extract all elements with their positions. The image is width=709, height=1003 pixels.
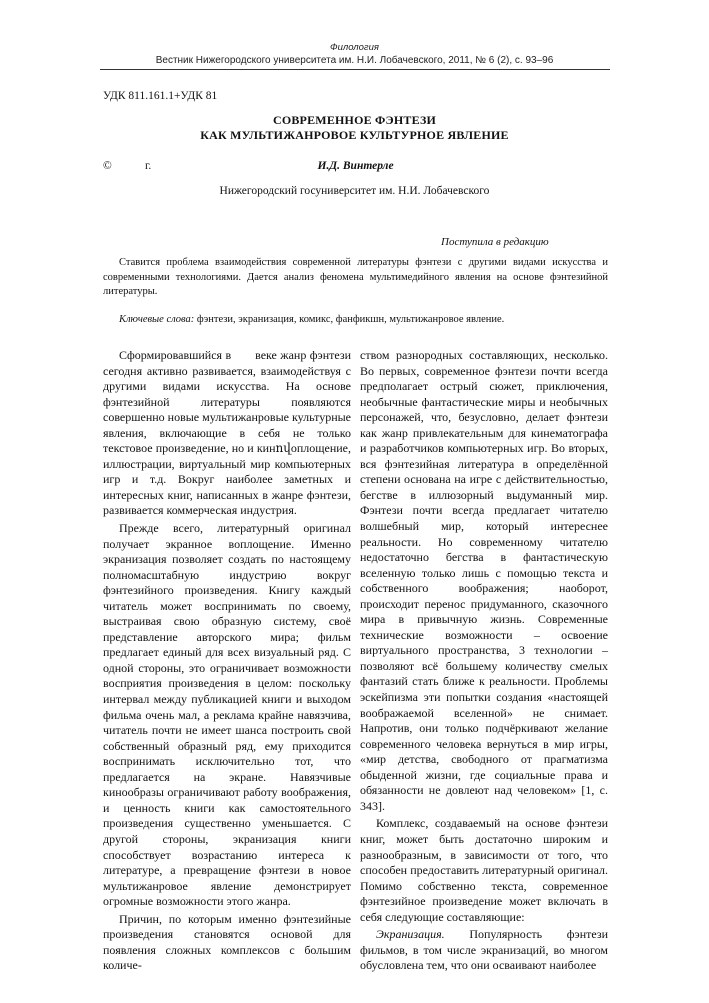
body-column-right — [360, 348, 608, 976]
affiliation: Нижегородский госуниверситет им. Н.И. Лобачевского — [219, 185, 490, 197]
abstract-text: Ставится проблема взаимодействия современной литературы фэнтези с другими видами искусства и современными технологиями. Дается анализ феномена мультимедийного явления на основе фэнтезийной литературы. — [103, 257, 608, 297]
subsection-term: Экранизация. — [376, 927, 445, 942]
paragraph: Прежде всего, литературный оригинал получает экранное воплощение. Именно экранизация позволяет создать по настоящему полномасштабную индустрию вокруг фэнтезийного произведения. Книгу каждый читатель может воспринимать по своему, выстраивая свою образную систему, своё представление авторского мира; фильм предлагает единый для всех визуальный ряд. С одной стороны, это ограничивает возможности восприятия произведения в целом: поскольку интервал между публикацией книги и выходом фильма очень мал, а реклама крайне навязчива, читатель почти не имеет шанса построить свой собственный образный ряд, ему приходится воспринимать исключительно тот, что предлагается на экране. Навязчивые кинообразы ограничивают работу воображения, и ценность книги как самостоятельного произведения существенно уменьшается. С другой стороны, экранизация книги способствует возрастанию интереса к литературе, а превращение фэнтези в новое мультижанровое явление демонстрирует огромные возможности этого жанра. — [103, 521, 351, 909]
keywords — [103, 313, 608, 328]
copyright-year: г. — [145, 160, 152, 172]
udk-code: УДК 811.161.1+УДК 81 — [103, 90, 218, 102]
keywords-text: фэнтези, экранизация, комикс, фанфикшн, мультижанровое явление. — [194, 313, 505, 325]
header-divider — [100, 69, 610, 70]
journal-citation: Вестник Нижегородского университета им. Н.И. Лобачевского, 2011, № 6 (2), с. 93–96 — [155, 55, 554, 66]
paragraph: Причин, по которым именно фэнтезийные произведения становятся основой для появления сложных комплексов с большим количе- — [103, 911, 351, 973]
copyright-symbol: © — [103, 160, 112, 172]
title-line-1: СОВРЕМЕННОЕ ФЭНТЕЗИ — [272, 113, 437, 127]
title-line-2: КАК МУЛЬТИЖАНРОВОЕ КУЛЬТУРНОЕ ЯВЛЕНИЕ — [200, 128, 509, 142]
body-column-left — [103, 348, 351, 976]
author-name: И.Д. Винтерле — [317, 160, 394, 172]
paragraph — [360, 927, 608, 974]
paragraph: Комплекс, создаваемый на основе фэнтези книг, может быть достаточно широким и разнообразным, в зависимости от того, что способен предоставить литературный оригинал. Помимо собственно текста, современное фэнтезийное произведение может включать в себя следующие составляющие: — [360, 816, 608, 924]
article-title — [0, 113, 709, 143]
abstract — [103, 256, 608, 327]
section-name: Филология — [330, 42, 379, 53]
paragraph-text: Популярность фэнтези фильмов, в том числе экранизаций, во многом обусловлена тем, что они осваивают наиболее — [360, 927, 608, 973]
paragraph-continued: ством разнородных составляющих, несколько. Во первых, современное фэнтези почти всегда предполагает острый сюжет, приключения, необычные фантастические миры и необычных персонажей, что, безусловно, делает фэнтези как жанр привлекательным для кинематографа и разработчиков компьютерных игр. Во вторых, вся фэнтезийная литература в определённой степени основана на игре с действительностью, бегстве в иллюзорный выдуманный мир. Фэнтези почти всегда предлагает читателю волшебный мир, который интереснее реальности. Но современному читателю недостаточно бегства в фантастическую вселенную только лишь с помощью текста и собственного воображения; наоборот, происходит перенос придуманного, сказочного мира в привычную жизнь. Современные технические возможности – освоение виртуального пространства, 3 технологии – позволяют всё большему количеству смелых фантазий стать ближе к реальности. Проблемы эскейпизма эти попытки создания «настоящей воображаемой вселенной» не снимает. Напротив, они только подчёркивают желание современного человека вернуться в мир игры, «мир детства, свободного от прагматизма обыденной жизни, где социальные права и обязанности не довлеют над человеком» [1, с. 343]. — [360, 348, 608, 813]
received-note: Поступила в редакцию — [441, 236, 549, 248]
paragraph: Сформировавшийся в веке жанр фэнтези сегодня активно развивается, взаимодействуя с другими видами искусства. На основе фэнтезийной литературы появляются совершенно новые мультижанровые культурные явления, включающие в себя не только текстовое произведение, но и кинովоплощение, иллюстрации, виртуальный мир компьютерных игр и т.д. Вокруг наиболее заметных и интересных книг, написанных в жанре фэнтези, развивается коммерческая индустрия. — [103, 348, 351, 518]
running-header — [0, 42, 709, 67]
keywords-label: Ключевые слова: — [119, 313, 195, 325]
